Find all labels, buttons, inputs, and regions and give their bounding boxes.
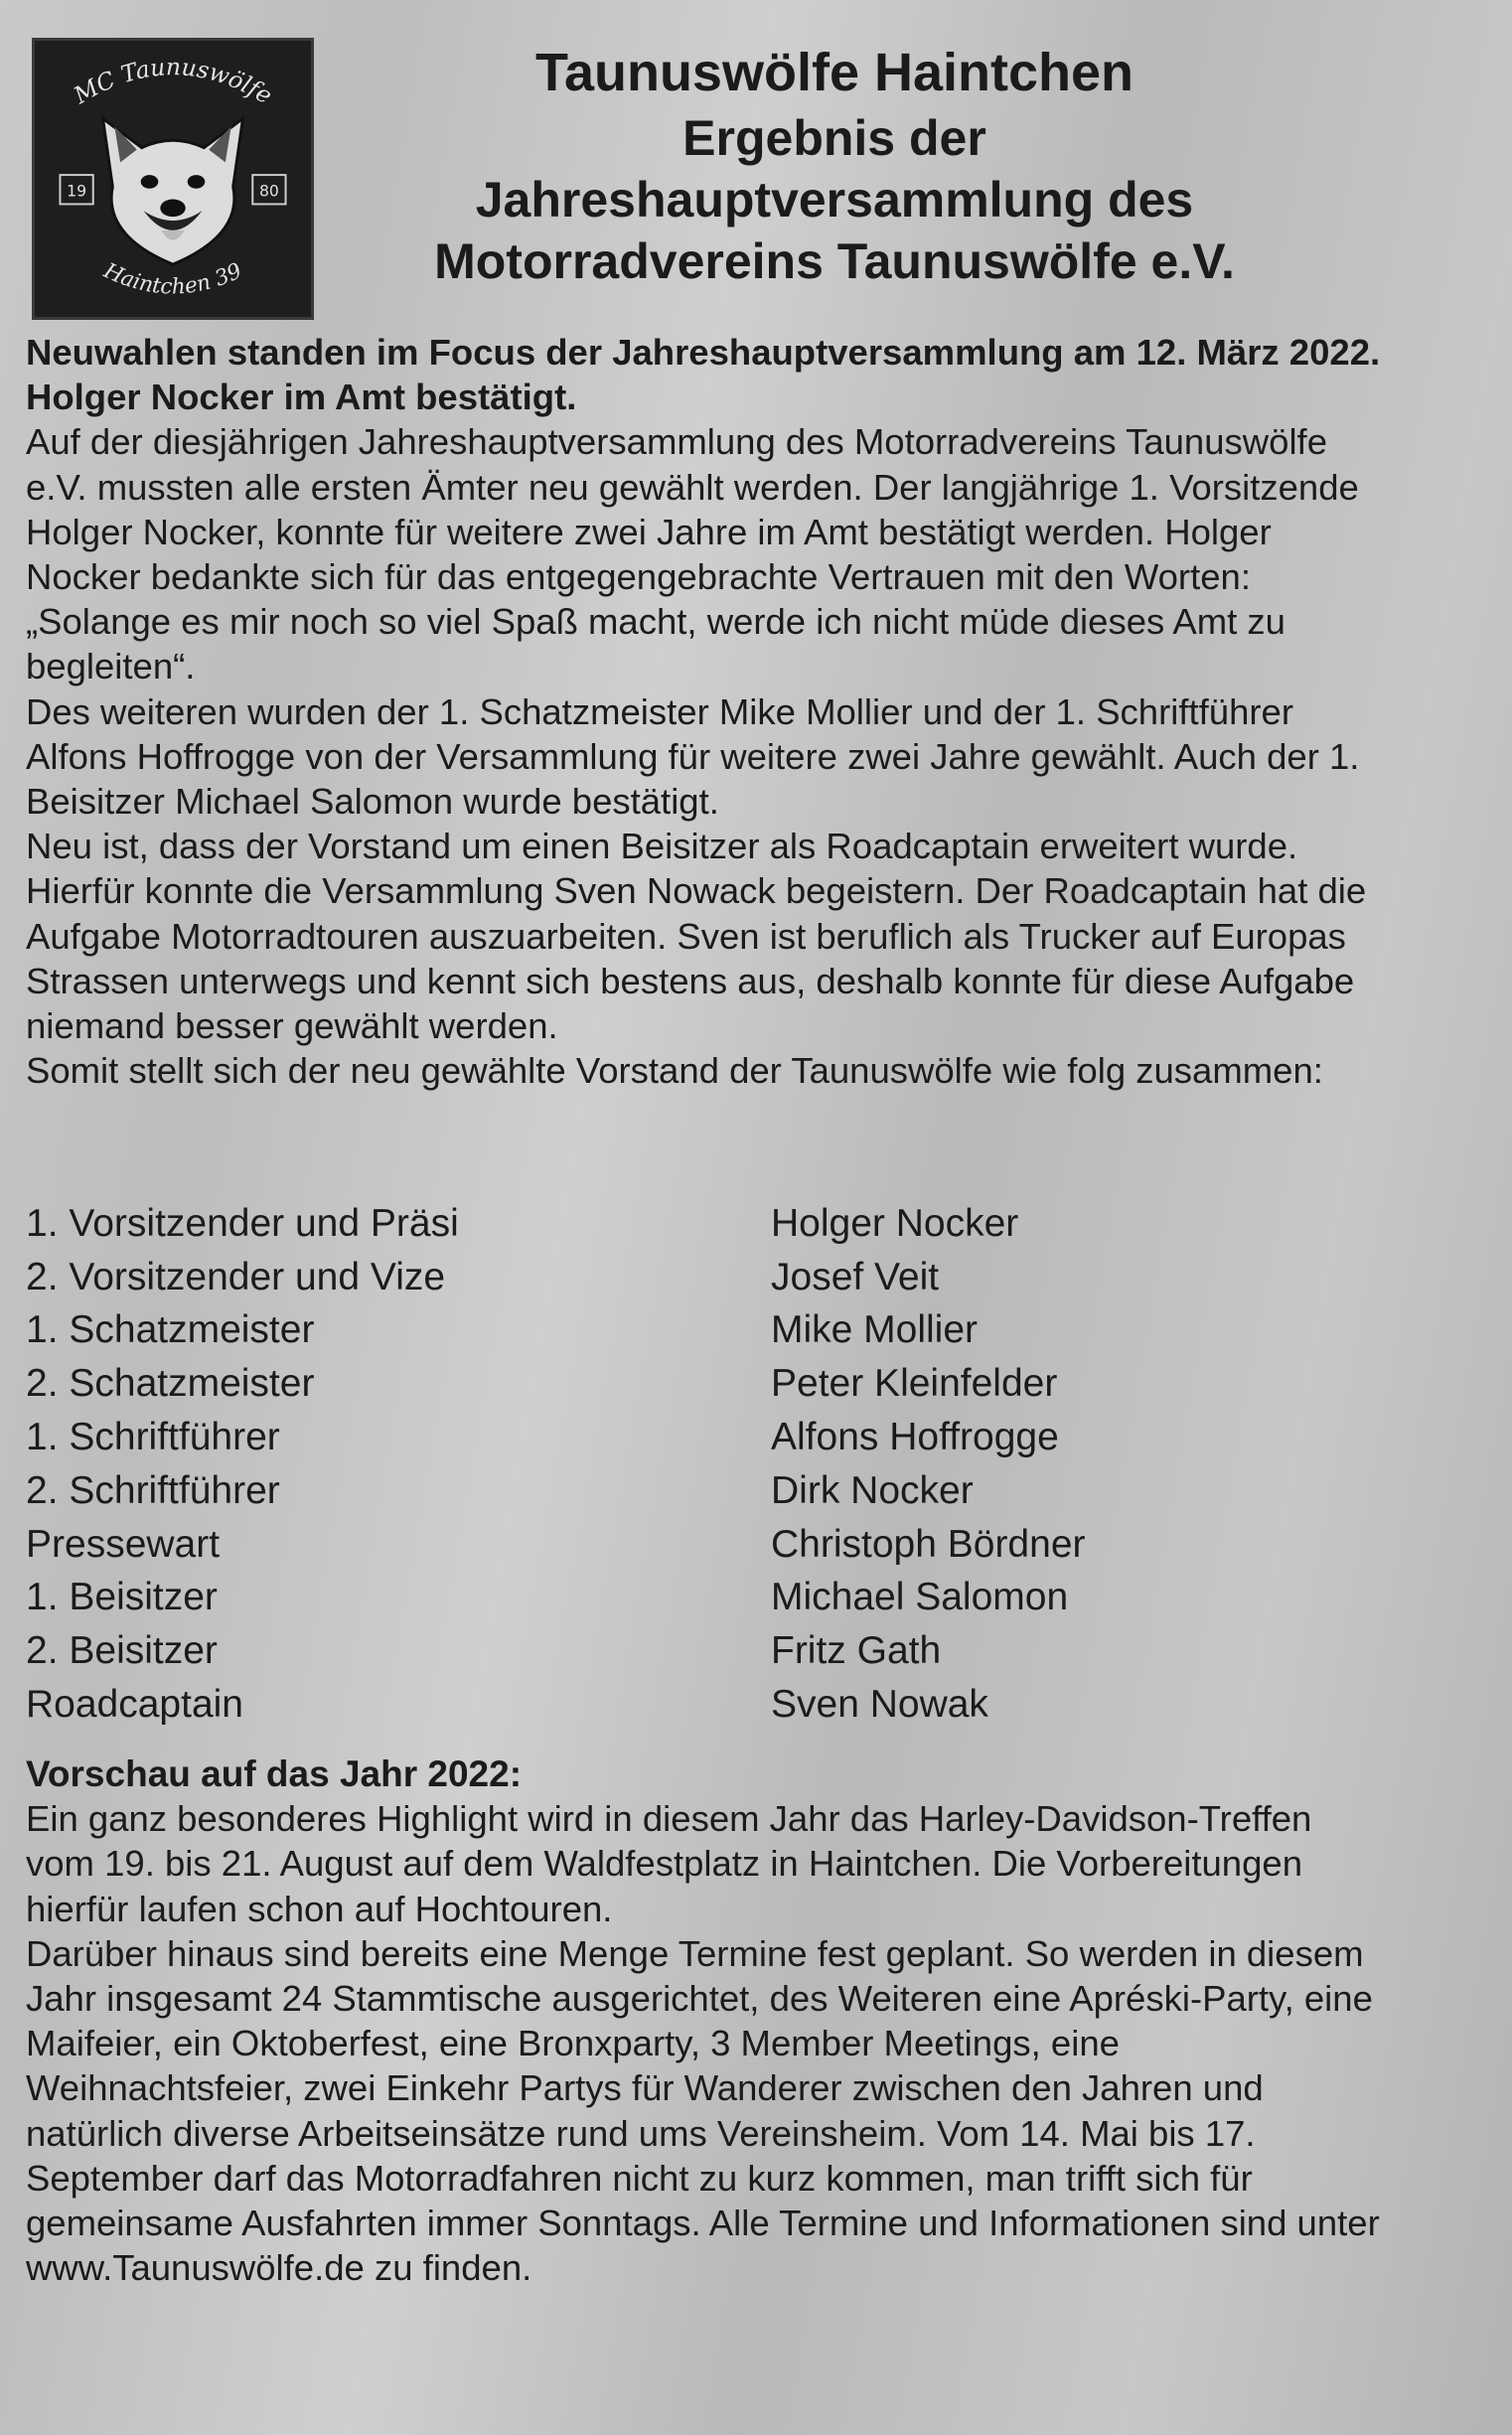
- article-paragraph-1: Auf der diesjährigen Jahreshauptversammlung des Motorradvereins Taunuswölfe e.V. mussten alle ersten Ämter neu gewählt werden. Der langjährige 1. Vorsitzende Holger Nocker, konnte für weitere zwei Jahre im Amt bestätigt werden. Holger Nocker bedankte sich für das entgegengebrachte Vertrauen mit den Worten: „Solange es mir noch so viel Spaß macht, werde ich nicht müde dieses Amt zu begleiten“.: [26, 421, 1359, 687]
- board-row: [26, 1624, 1317, 1678]
- board-role: Pressewart: [26, 1522, 221, 1566]
- board-role: 2. Schriftführer: [26, 1468, 280, 1512]
- board-list: [26, 1197, 1317, 1732]
- article-lead: Neuwahlen standen im Focus der Jahreshauptversammlung am 12. März 2022. Holger Nocker im Amt bestätigt.: [26, 332, 1381, 418]
- club-logo: [32, 38, 314, 320]
- logo-right-number: 80: [258, 181, 279, 201]
- board-row: [26, 1518, 1317, 1572]
- board-person: Peter Kleinfelder: [771, 1362, 1058, 1406]
- board-role: 1. Schriftführer: [26, 1416, 280, 1459]
- svg-text:MC Taunuswölfe: [69, 53, 277, 109]
- board-role: Roadcaptain: [26, 1683, 243, 1727]
- preview-paragraph-1: Ein ganz besonderes Highlight wird in diesem Jahr das Harley-Davidson-Treffen vom 19. bis 21. August auf dem Waldfestplatz in Haintchen. Die Vorbereitungen hierfür laufen schon auf Hochtouren.: [26, 1798, 1312, 1929]
- board-role: 2. Schatzmeister: [26, 1362, 315, 1406]
- board-person: Dirk Nocker: [771, 1468, 974, 1512]
- club-title: Taunuswölfe Haintchen: [534, 43, 1134, 102]
- board-person: Fritz Gath: [771, 1629, 942, 1673]
- subtitle-line-2: Jahreshauptversammlung des: [475, 172, 1194, 228]
- board-row: [26, 1464, 1317, 1518]
- board-row: [26, 1197, 1317, 1251]
- board-person: Michael Salomon: [771, 1576, 1069, 1619]
- preview-heading: Vorschau auf das Jahr 2022:: [26, 1753, 523, 1794]
- subtitle-line-3: Motorradvereins Taunuswölfe e.V.: [434, 233, 1235, 289]
- board-row: [26, 1251, 1317, 1304]
- board-person: Christoph Bördner: [771, 1522, 1086, 1566]
- board-role: 2. Beisitzer: [26, 1629, 218, 1673]
- article-body: [26, 330, 1387, 1093]
- preview-paragraph-2: Darüber hinaus sind bereits eine Menge Termine fest geplant. So werden in diesem Jahr insgesamt 24 Stammtische ausgerichtet, des Weiteren eine Apréski-Party, eine Maifeier, ein Oktoberfest, eine Bronxparty, 3 Member Meetings, eine Weihnachtsfeier, zwei Einkehr Partys für Wanderer zwischen den Jahren und natürlich diverse Arbeitseinsätze rund ums Vereinsheim. Vom 14. Mai bis 17. September darf das Motorradfahren nicht zu kurz kommen, man trifft sich für gemeinsame Ausfahrten immer Sonntags. Alle Termine und Informationen sind unter www.Taunuswölfe.de zu finden.: [26, 1932, 1380, 2289]
- logo-bottom-text: Haintchen 39: [99, 258, 246, 300]
- board-role: 1. Schatzmeister: [26, 1308, 315, 1352]
- preview-section: [26, 1751, 1387, 2290]
- article-paragraph-3: Neu ist, dass der Vorstand um einen Beisitzer als Roadcaptain erweitert wurde. Hierfür konnte die Versammlung Sven Nowack begeistern. Der Roadcaptain hat die Aufgabe Motorradtouren auszuarbeiten. Sven ist beruflich als Trucker auf Europas Strassen unterwegs und kennt sich bestens aus, deshalb konnte für diese Aufgabe niemand besser gewählt werden.: [26, 826, 1367, 1047]
- board-role: 1. Beisitzer: [26, 1576, 218, 1619]
- logo-top-text: MC Taunuswölfe: [69, 53, 277, 110]
- logo-left-number: 19: [67, 181, 87, 201]
- board-row: [26, 1411, 1317, 1464]
- board-person: Alfons Hoffrogge: [771, 1416, 1059, 1459]
- board-row: [26, 1357, 1317, 1411]
- board-role: 1. Vorsitzender und Präsi: [26, 1201, 459, 1245]
- board-row: [26, 1678, 1317, 1732]
- board-role: 2. Vorsitzender und Vize: [26, 1255, 446, 1298]
- subtitle-line-1: Ergebnis der: [682, 110, 986, 166]
- board-row: [26, 1572, 1317, 1625]
- board-person: Holger Nocker: [771, 1201, 1019, 1245]
- article-header: [338, 38, 1331, 292]
- board-person: Mike Mollier: [771, 1308, 979, 1352]
- board-row: [26, 1304, 1317, 1358]
- article-paragraph-2: Des weiteren wurden der 1. Schatzmeister Mike Mollier und der 1. Schriftführer Alfons Hoffrogge von der Versammlung für weitere zwei Jahre gewählt. Auch der 1. Beisitzer Michael Salomon wurde bestätigt.: [26, 690, 1360, 823]
- board-person: Sven Nowak: [771, 1683, 988, 1727]
- wolf-logo-icon: [35, 41, 311, 317]
- article-paragraph-4: Somit stellt sich der neu gewählte Vorstand der Taunuswölfe wie folg zusammen:: [26, 1050, 1323, 1092]
- board-person: Josef Veit: [771, 1255, 940, 1298]
